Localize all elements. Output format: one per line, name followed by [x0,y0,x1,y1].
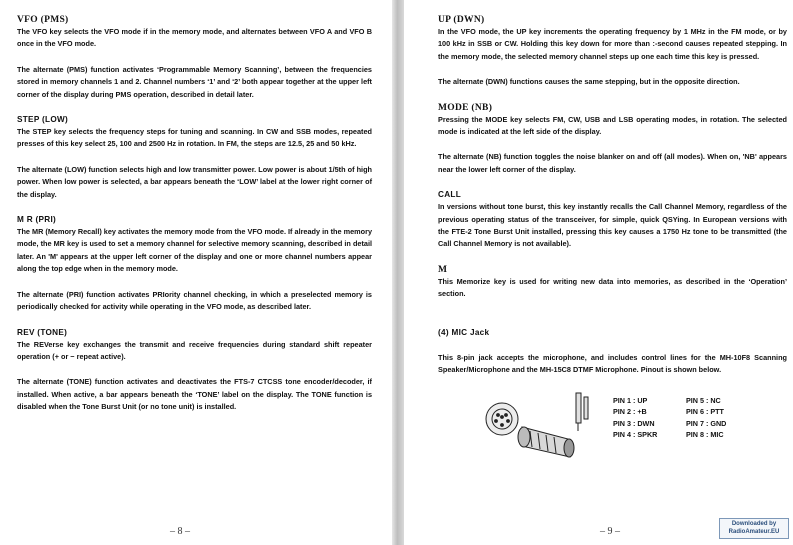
pin-7: PIN 7 : GND [686,418,727,428]
call-paragraph-1: In versions without tone burst, this key instantly recalls the Call Channel Memory, regardless of the previous operating status of the transceiver, for simple, quick QSYing. In European versions with the FTE-2 Tone Burst Unit installed, pressing this key causes a 1750 Hz tone to be transmitted (the Call Channel Memory is not available). [438,202,787,249]
mic-jack-figure-area [438,387,787,473]
m-heading: M [438,264,448,275]
mode-heading: MODE (NB) [438,102,493,113]
pin-4: PIN 4 : SPKR [613,430,658,439]
step-paragraph-2: The alternate (LOW) function selects high and low transmitter power. Low power is about 1/5th of high power. When low power is selected, a bar appears beneath the ‘LOW’ label at the lower right corner of the display. [17,164,372,199]
rev-paragraph-1: The REVerse key exchanges the transmit and receive frequencies during standard shift repeater operation (+ or − repeat active). [17,339,372,361]
pin-8: PIN 8 : MIC [686,430,724,439]
mic-heading: (4) MIC Jack [438,327,490,337]
right-page [404,0,793,545]
pin-6: PIN 6 : PTT [686,407,724,416]
page-number-left: – 8 – [170,526,190,537]
step-paragraph-1: The STEP key selects the frequency steps for tuning and scanning. In CW and SSB modes, repeated presses of this key select 25, 100 and 2500 Hz in rotation. In FM, the steps are 12.5, 25 and 50 kHz. [17,127,372,149]
up-heading: UP (DWN) [438,15,485,25]
page-number-right: – 9 – [600,526,620,537]
badge-line-2: RadioAmateur.EU [728,528,780,535]
pin-2: PIN 2 : +B [613,407,647,416]
up-paragraph-1: In the VFO mode, the UP key increments the operating frequency by 1 MHz in the FM mode, or by 100 kHz in SSB or CW. Holding this key down for more than :-second causes repeated stepping. In the memory mode, the selected memory channel steps up one each time this key is pressed. [438,27,787,61]
rev-paragraph-2: The alternate (TONE) function activates and deactivates the FTS-7 CTCSS tone encoder/decoder, if installed. When active, a bar appears beneath the ‘TONE’ label on the display. The TONE function is disabled when the Tone Burst Unit (or no tone unit) is installed. [17,377,372,412]
pin-list-1 [613,395,657,441]
pin-list-2 [686,395,726,441]
mr-paragraph-1: The MR (Memory Recall) key activates the memory mode from the VFO mode. If already in the memory mode, the MR key is used to set a memory channel for selective memory scanning, described in detail later. An 'M' appears at the upper left corner of the display and one or more channel numbers appear along the top edge when in the memory mode. [17,227,372,274]
download-badge [719,518,789,539]
vfo-paragraph-2: The alternate (PMS) function activates ‘Programmable Memory Scanning’, between the frequencies stored in memory channels 1 and 2. Channel numbers ‘1’ and ‘2’ both appear together at the upper left corner of the display during PMS operation, described in detail later. [17,64,372,99]
mic-plug-illustration [478,387,598,467]
m-paragraph-1: This Memorize key is used for writing new data into memories, as described in the ‘Operation’ section. [438,276,787,299]
pin-3: PIN 3 : DWN [613,418,655,428]
pin-5: PIN 5 : NC [686,395,721,405]
mode-paragraph-1: Pressing the MODE key selects FM, CW, USB and LSB operating modes, in rotation. The selected mode is indicated at the left side of the display. [438,114,787,137]
left-page [0,0,392,545]
vfo-heading: VFO (PMS) [17,15,69,25]
badge-line-1: Downloaded by [731,521,777,527]
mr-heading: M R (PRI) [17,215,57,225]
mr-paragraph-2: The alternate (PRI) function activates PRIority channel checking, in which a preselected memory is periodically checked for activity while operating in the VFO mode, as described later. [17,289,372,312]
book-gutter [392,0,404,545]
vfo-paragraph-1: The VFO key selects the VFO mode if in the memory mode, and alternates between VFO A and VFO B once in the VFO mode. [17,27,372,49]
mode-paragraph-2: The alternate (NB) function toggles the noise blanker on and off (all modes). When on, 'NB' appears near the lower left corner of the display. [438,152,787,174]
pin-1: PIN 1 : UP [613,395,648,405]
call-heading: CALL [438,190,462,200]
up-paragraph-2: The alternate (DWN) functions causes the same stepping, but in the opposite direction. [438,77,740,87]
rev-heading: REV (TONE) [17,327,68,337]
mic-paragraph-1: This 8-pin jack accepts the microphone, and includes control lines for the MH-10F8 Scanning Speaker/Microphone and the MH-15C8 DTMF Microphone. Pinout is shown below. [438,352,787,375]
step-heading: STEP (LOW) [17,115,69,125]
